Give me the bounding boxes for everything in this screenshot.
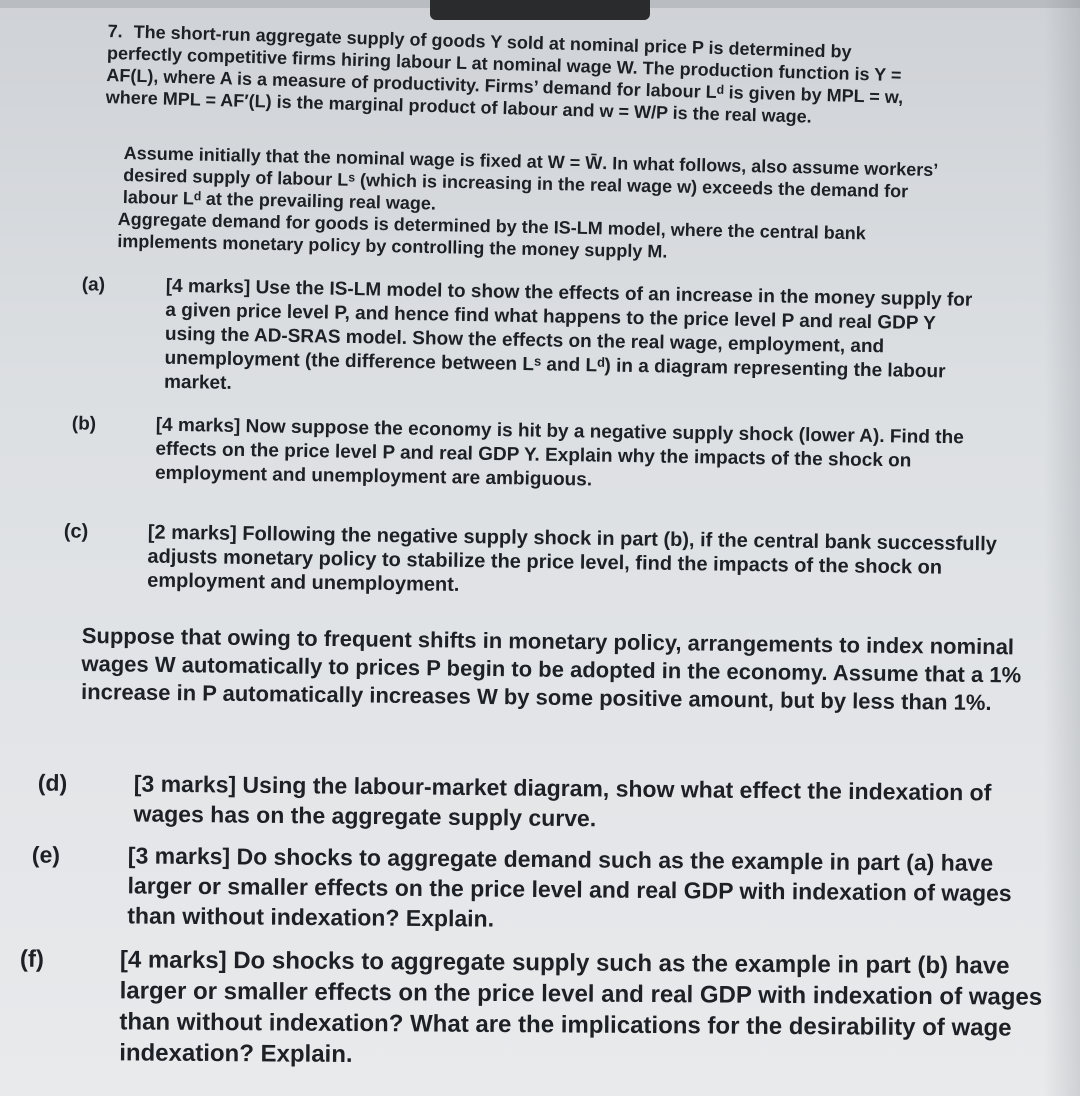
part-c [63,520,1006,605]
part-a-text: [4 marks] Use the IS-LM model to show the effects of an increase in the money supply for a given price level P, and hence find what happens to the price level P and real GDP Y using the AD-SRAS model. Show the effects on the real wage, employment, and unemployment (the difference between Lˢ and Lᵈ) in a diagram representing the labour market. [163,275,973,394]
part-b-text: [4 marks] Now suppose the economy is hit by a negative supply shock (lower A). Find the effects on the price level P and real GDP Y. Explain why the impacts of the shock on employment and unemployment are ambiguous. [154,414,964,491]
part-b-body [71,413,994,499]
part-a [81,274,984,409]
part-f-label: (f) [19,945,44,973]
part-e-text: [3 marks] Do shocks to aggregate demand such as the example in part (a) have larger or smaller effects on the price level and real GDP with indexation of wages than without indexation? Explain. [127,842,1012,932]
part-d-body [37,768,1026,838]
part-d-text: [3 marks] Using the labour-market diagram, show what effect the indexation of wages has on the aggregate supply curve. [133,770,992,832]
question-number: 7. [107,20,123,42]
part-d-label: (d) [37,769,68,796]
aggregate-demand-paragraph: Aggregate demand for goods is determined by the IS-LM model, where the central bank implements monetary policy by controlling the money supply M. [117,208,866,262]
indexation-paragraph: Suppose that owing to frequent shifts in monetary policy, arrangements to index nominal wages W automatically to prices P begin to be adopted in the economy. Assume that a 1% increase in P automatically increases W by some positive amount, but by less than 1%. [80,622,1022,716]
part-a-label: (a) [81,274,106,296]
part-f-body [19,944,1060,1075]
dark-top-tab [430,0,650,20]
part-b [71,413,994,499]
part-f [19,944,1060,1075]
part-a-body [81,274,984,409]
question-7-intro [106,20,908,130]
part-e-body [31,840,1040,938]
part-e-label: (e) [31,841,61,868]
part-d [37,768,1026,838]
part-c-text: [2 marks] Following the negative supply shock in part (b), if the central bank successfully adjusts monetary policy to stabilize the price level, find the impacts of the shock on employment and unemployment. [147,521,997,596]
part-c-label: (c) [63,520,89,543]
question-intro-text: The short-run aggregate supply of goods Y sold at nominal price P is determined by perfectly competitive firms hiring labour L at nominal wage W. The production function is Y = AF(L), where A is a measure of productivity. Firms’ demand for labour Lᵈ is given by MPL = w, where MPL = AF′(L) is the marginal product of labour and w = W/P is the real wage. [105,21,904,127]
part-e [31,840,1040,938]
screen-edge-shadow [1044,0,1080,1096]
part-f-text: [4 marks] Do shocks to aggregate supply such as the example in part (b) have larger or smaller effects on the price level and real GDP with indexation of wages than without indexation? What are the implications for the desirability of wage indexation? Explain. [119,946,1043,1068]
assumption-paragraph: Assume initially that the nominal wage is fixed at W = W̄. In what follows, also assume workers’ desired supply of labour Lˢ (which is increasing in the real wage w) exceeds the demand for labour Lᵈ at the prevailing real wage. [122,142,938,214]
part-c-body [63,520,1006,605]
part-b-label: (b) [71,413,97,435]
